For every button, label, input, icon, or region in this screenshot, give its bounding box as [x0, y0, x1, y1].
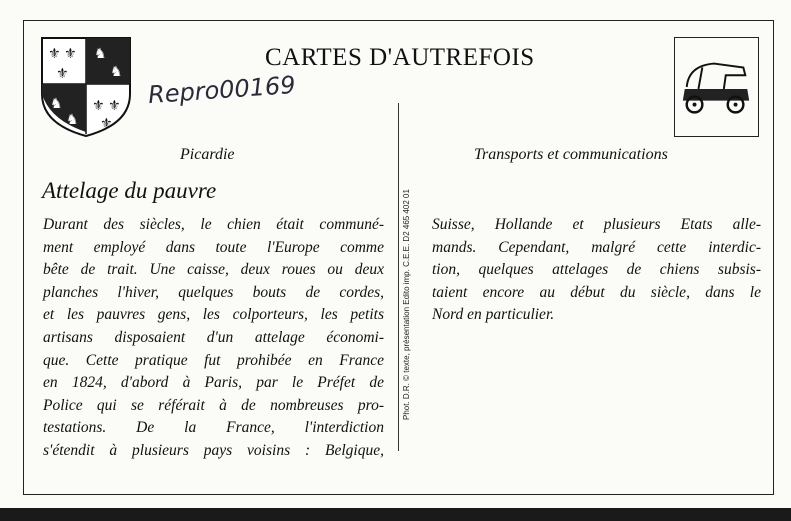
series-title: CARTES D'AUTREFOIS	[265, 44, 535, 71]
article-heading: Attelage du pauvre	[42, 178, 217, 203]
text-line: tion, quelques attelages de chiens subsis-	[432, 261, 761, 279]
right-text-column	[432, 214, 761, 327]
text-line: testations. De la France, l'interdiction	[43, 419, 384, 437]
text-line: et les pauvres gens, les colporteurs, les petits	[43, 306, 384, 324]
text-line: Nord en particulier.	[432, 306, 555, 324]
scan-edge	[0, 508, 791, 521]
text-line: planches l'hiver, quelques bouts de cordes,	[43, 283, 384, 301]
coat-of-arms-icon	[40, 36, 132, 138]
vintage-car-icon	[675, 38, 758, 136]
svg-text:♞: ♞	[50, 96, 63, 112]
svg-text:⚜: ⚜	[92, 98, 105, 114]
svg-text:⚜: ⚜	[100, 116, 113, 132]
column-divider	[398, 103, 399, 451]
credit-line: Phot. D.R. © texte, présentation Edito imp. C.E.E. D2 465 402 01	[402, 189, 411, 420]
stamp-box	[674, 37, 759, 137]
text-line: taient encore au début du siècle, dans le	[432, 283, 761, 301]
text-line: en 1824, d'abord à Paris, par le Préfet de	[43, 374, 384, 392]
left-text-column	[43, 214, 384, 463]
text-line: ment employé dans toute l'Europe comme	[43, 238, 384, 256]
text-line: Durant des siècles, le chien était communé-	[43, 216, 384, 233]
text-line: s'étendit à plusieurs pays voisins : Belgique,	[43, 441, 384, 459]
svg-text:♞: ♞	[110, 64, 123, 80]
text-line: Police qui se référait à de nombreuses pro-	[43, 396, 384, 414]
svg-text:♞: ♞	[66, 112, 79, 128]
text-line: que. Cette pratique fut prohibée en France	[43, 351, 384, 369]
text-line: mands. Cependant, malgré cette interdic-	[432, 238, 761, 256]
handwritten-reference: Repro00169	[147, 70, 297, 110]
region-label: Picardie	[180, 146, 235, 163]
text-line: bête de trait. Une caisse, deux roues ou deux	[43, 261, 384, 279]
theme-label: Transports et communications	[474, 146, 668, 163]
svg-text:♞: ♞	[94, 46, 107, 62]
text-line: Suisse, Hollande et plusieurs Etats alle-	[432, 216, 761, 233]
svg-text:⚜: ⚜	[48, 46, 61, 62]
svg-text:⚜: ⚜	[56, 66, 69, 82]
text-line: artisans disposaient d'un attelage économi-	[43, 328, 384, 346]
svg-text:⚜: ⚜	[108, 98, 121, 114]
svg-text:⚜: ⚜	[64, 46, 77, 62]
